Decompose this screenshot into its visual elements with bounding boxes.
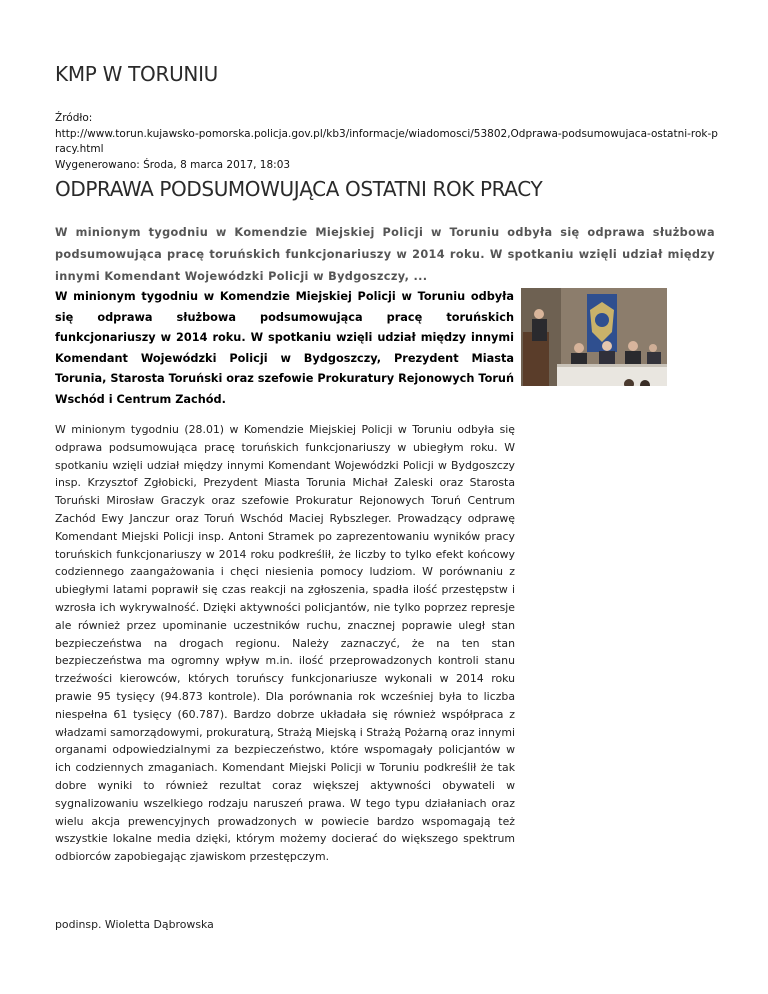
article-photo xyxy=(521,288,667,386)
site-title: KMP W TORUNIU xyxy=(55,62,219,86)
article-author: podinsp. Wioletta Dąbrowska xyxy=(55,918,214,931)
article-summary: W minionym tygodniu w Komendzie Miejskiej Policji w Toruniu odbyła się odprawa służbowa podsumowująca pracę toruńskich funkcjonariuszy w 2014 roku. W spotkaniu wzięli udział między innymi Komendant Wojewódzki Policji w Bydgoszczy, ... xyxy=(55,226,715,283)
source-label: Źródło: xyxy=(55,112,93,124)
source-info xyxy=(55,111,720,173)
article-body: W minionym tygodniu (28.01) w Komendzie Miejskiej Policji w Toruniu odbyła się odprawa podsumowująca pracę toruńskich funkcjonariuszy w ubiegłym roku. W spotkaniu wzięli udział między innymi Komendant Wojewódzki Policji w Bydgoszczy insp. Krzysztof Zgłobicki, Prezydent Miasta Torunia Michał Zaleski oraz Starosta Toruński Mirosław Graczyk oraz szefowie Prokuratur Rejonowych Toruń Centrum Zachód Ewy Janczur oraz Toruń Wschód Maciej Rybszleger. Prowadzący odprawę Komendant Miejski Policji insp. Antoni Stramek po zaprezentowaniu wyników pracy toruńskich funkcjonariuszy w 2014 roku podkreślił, że liczby to tylko efekt końcowy codziennego zaangażowania i chęci niesienia pomocy ludziom. W porównaniu z ubiegłymi latami poprawił się czas reakcji na zgłoszenia, spadła ilość przestępstw i wzrosła ich wykrywalność. Dzięki aktywności policjantów, nie tylko poprzez represje ale również przez upominanie uczestników ruchu, znacznej poprawie uległ stan bezpieczeństwa na drogach regionu. Należy zaznaczyć, że na ten stan bezpieczeństwa ma ogromny wpływ m.in. ilość przeprowadzonych kontroli stanu trzeźwości kierowców, których toruńscy funkcjonariusze wykonali w 2014 roku prawie 95 tysięcy (94.873 kontrole). Dla porównania rok wcześniej była to liczba niespełna 61 tysięcy (60.787). Bardzo dobrze układała się również współpraca z władzami samorządowymi, prokuraturą, Strażą Miejską i Strażą Pożarną oraz innymi organami odpowiedzialnymi za bezpieczeństwo, które wspomagały policjantów w ich codziennych zmaganiach. Komendant Miejski Policji w Toruniu podkreślił że tak dobre wyniki to również rezultat coraz większej aktywności obywateli w sygnalizowaniu wszelkiego rodzaju naruszeń prawa. W tego typu działaniach oraz wielu akcja prewencyjnych prowadzonych w powiecie bardzo wspomagają też wszystkie lokalne media dzięki, którym możemy docierać do większego spektrum odbiorców zapobiegając zjawiskom przestępczym. xyxy=(55,423,515,864)
briefing-photo-illustration xyxy=(521,288,667,386)
article-lead: W minionym tygodniu w Komendzie Miejskiej Policji w Toruniu odbyła się odprawa służbowa podsumowująca pracę toruńskich funkcjonariuszy w 2014 roku. W spotkaniu wzięli udział między innymi Komendant Wojewódzki Policji w Bydgoszczy, Prezydent Miasta Torunia, Starosta Toruński oraz szefowie Prokuratury Rejonowych Toruń Wschód i Centrum Zachód. xyxy=(55,290,514,406)
article-title: ODPRAWA PODSUMOWUJĄCA OSTATNI ROK PRACY xyxy=(55,177,543,201)
source-url[interactable]: http://www.torun.kujawsko-pomorska.policja.gov.pl/kb3/informacje/wiadomosci/53802,Odprawa-podsumowujaca-ostatni-rok-pracy.html xyxy=(55,127,718,155)
generated-date: Wygenerowano: Środa, 8 marca 2017, 18:03 xyxy=(55,158,291,171)
